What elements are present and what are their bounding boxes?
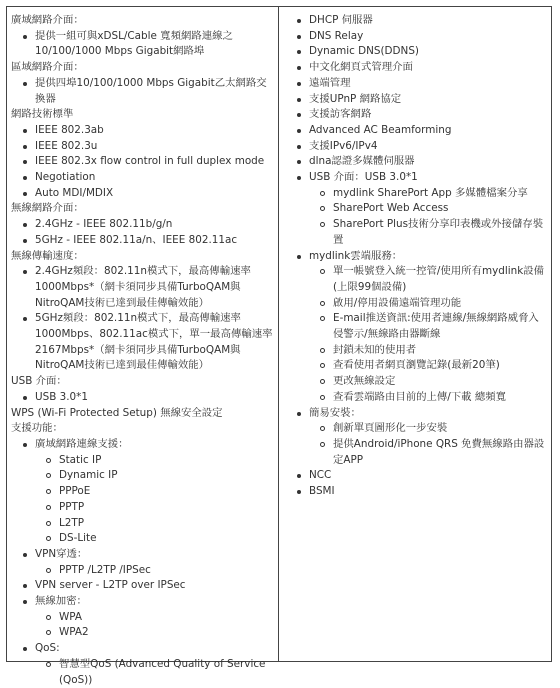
spec-item: 中文化網頁式管理介面	[285, 60, 547, 76]
spec-item-continued: NitroQAM技術已達到最佳傳輸效能）	[35, 296, 210, 309]
spec-item: 5GHz頻段：802.11n模式下，最高傳輸速率	[11, 311, 273, 327]
spec-item: mydlink雲端服務：	[285, 249, 547, 265]
spec-subitem: 單一帳號登入統一控管/使用所有mydlink設備	[285, 264, 547, 280]
spec-subitem-continued: 置	[333, 233, 344, 246]
spec-item: 廣域網路連線支援：	[11, 437, 273, 453]
section-heading: 無線傳輸速度：	[11, 249, 84, 262]
spec-subitem: mydlink SharePort App 多媒體檔案分享	[285, 186, 547, 202]
spec-item: 遠端管理	[285, 76, 547, 92]
spec-item: 提供四埠10/100/1000 Mbps Gigabit乙太網路交	[11, 76, 273, 92]
spec-subitem: PPPoE	[11, 484, 273, 500]
spec-subitem: SharePort Web Access	[285, 201, 547, 217]
section-heading: 支援功能：	[11, 422, 63, 435]
spec-table	[6, 6, 552, 686]
spec-item: USB 3.0*1	[11, 390, 273, 406]
spec-item: VPN穿透：	[11, 547, 273, 563]
spec-item: DNS Relay	[285, 29, 547, 45]
right-column	[285, 13, 547, 500]
spec-item-continued: 1000Mbps、802.11ac模式下，單一最高傳輸速率	[35, 328, 273, 341]
spec-item: 2.4GHz頻段：802.11n模式下，最高傳輸速率	[11, 264, 273, 280]
spec-subitem: PPTP /L2TP /IPSec	[11, 563, 273, 579]
spec-subitem: SharePort Plus技術分享印表機或外接儲存裝	[285, 217, 547, 233]
spec-subitem: 啟用/停用設備遠端管理功能	[285, 296, 547, 312]
spec-item-continued: 10/100/1000 Mbps Gigabit網路埠	[35, 45, 205, 58]
spec-subitem-continued: 定APP	[333, 453, 364, 466]
spec-subitem: 查看雲端路由目前的上傳/下載 總頻寬	[285, 390, 547, 406]
spec-subitem: 封鎖未知的使用者	[285, 343, 547, 359]
spec-item: USB 介面：USB 3.0*1	[285, 170, 547, 186]
section-heading: 區域網路介面：	[11, 61, 84, 74]
section-heading: WPS (Wi-Fi Protected Setup) 無線安全設定	[11, 406, 223, 419]
spec-item: 2.4GHz - IEEE 802.11b/g/n	[11, 217, 273, 233]
spec-item: IEEE 802.3u	[11, 139, 273, 155]
spec-item: Dynamic DNS(DDNS)	[285, 44, 547, 60]
column-divider	[278, 7, 279, 661]
spec-item-continued: 2167Mbps*（網卡須同步具備TurboQAM與	[35, 343, 241, 356]
spec-subitem: 提供Android/iPhone QRS 免費無線路由器設	[285, 437, 547, 453]
spec-subitem-continued: 侵警示/無線路由器斷線	[333, 328, 441, 341]
spec-subitem-continued: (上限99個設備)	[333, 280, 407, 293]
spec-item: VPN server - L2TP over IPSec	[11, 578, 273, 594]
spec-subitem: 查看使用者網頁瀏覽記錄(最新20筆)	[285, 358, 547, 374]
spec-item-continued: 1000Mbps*（網卡須同步具備TurboQAM與	[35, 280, 241, 293]
spec-subitem: WPA	[11, 610, 273, 626]
spec-subitem-continued: (QoS))	[59, 673, 93, 686]
spec-item: IEEE 802.3x flow control in full duplex mode	[11, 154, 273, 170]
spec-item: Advanced AC Beamforming	[285, 123, 547, 139]
spec-item: QoS:	[11, 641, 273, 657]
spec-subitem: L2TP	[11, 516, 273, 532]
section-heading: USB 介面：	[11, 375, 67, 388]
section-heading: 無線網路介面：	[11, 202, 84, 215]
spec-item: 簡易安裝：	[285, 406, 547, 422]
spec-item: IEEE 802.3ab	[11, 123, 273, 139]
spec-subitem: E-mail推送資訊:使用者連線/無線網路威脅入	[285, 311, 547, 327]
spec-item-continued: 換器	[35, 92, 56, 105]
spec-subitem: Static IP	[11, 453, 273, 469]
spec-item: 提供一組可與xDSL/Cable 寬頻網路連線之	[11, 29, 273, 45]
spec-item: Auto MDI/MDIX	[11, 186, 273, 202]
spec-item: 無線加密：	[11, 594, 273, 610]
spec-subitem: PPTP	[11, 500, 273, 516]
spec-item: NCC	[285, 468, 547, 484]
spec-subitem: 更改無線設定	[285, 374, 547, 390]
spec-item-continued: NitroQAM技術已達到最佳傳輸效能）	[35, 359, 210, 372]
spec-item: 支援訪客網路	[285, 107, 547, 123]
spec-item: dlna認證多媒體伺服器	[285, 154, 547, 170]
spec-subitem: 創新單頁圖形化一步安裝	[285, 421, 547, 437]
left-column	[11, 13, 273, 688]
spec-item: 支援UPnP 網路協定	[285, 92, 547, 108]
spec-item: BSMI	[285, 484, 547, 500]
section-heading: 網路技術標準	[11, 108, 74, 121]
section-heading: 廣域網路介面：	[11, 14, 84, 26]
spec-subitem: Dynamic IP	[11, 468, 273, 484]
spec-item: DHCP 伺服器	[285, 13, 547, 29]
spec-item: Negotiation	[11, 170, 273, 186]
spec-item: 支援IPv6/IPv4	[285, 139, 547, 155]
spec-subitem: 智慧型QoS (Advanced Quality of Service	[11, 657, 273, 673]
spec-item: 5GHz - IEEE 802.11a/n、IEEE 802.11ac	[11, 233, 273, 249]
spec-subitem: WPA2	[11, 625, 273, 641]
spec-subitem: DS-Lite	[11, 531, 273, 547]
